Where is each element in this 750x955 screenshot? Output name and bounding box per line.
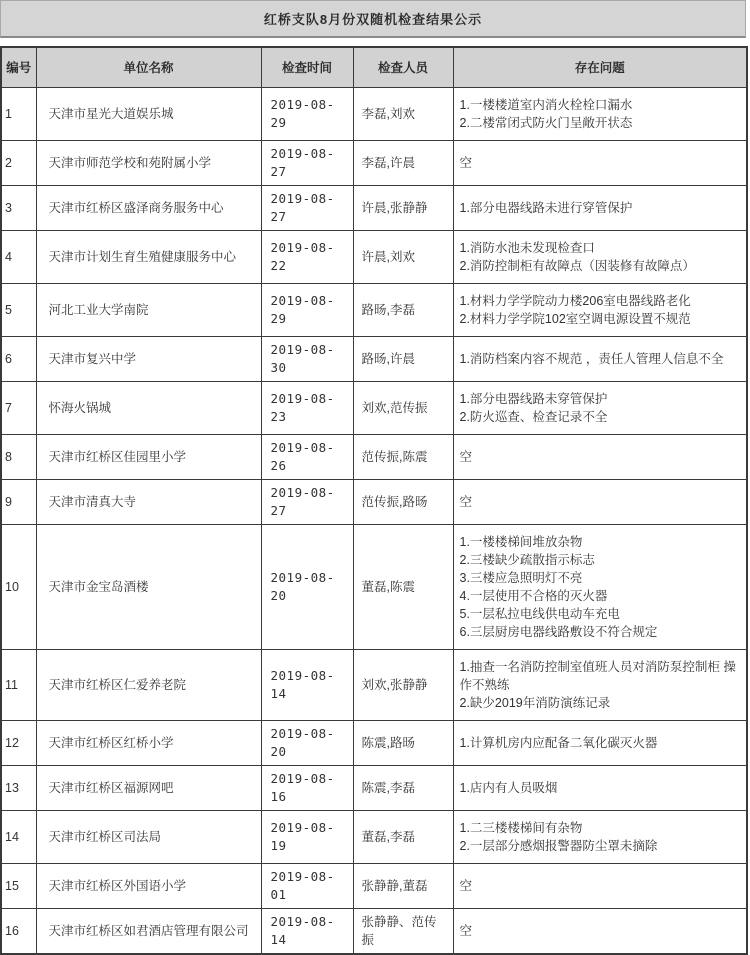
cell-number: 13 <box>1 765 36 810</box>
cell-inspection-date: 2019-08-16 <box>261 765 353 810</box>
cell-problems <box>453 524 747 649</box>
header-problems: 存在问题 <box>453 47 747 87</box>
problem-line: 2.三楼缺少疏散指示标志 <box>459 552 595 567</box>
problem-line: 2.缺少2019年消防演练记录 <box>459 695 611 710</box>
problem-line: 6.三层厨房电器线路敷设不符合规定 <box>459 624 658 639</box>
cell-number: 4 <box>1 230 36 283</box>
cell-inspection-date: 2019-08-23 <box>261 381 353 434</box>
cell-inspection-date: 2019-08-27 <box>261 140 353 185</box>
cell-unit-name: 天津市计划生育生殖健康服务中心 <box>36 230 261 283</box>
table-header-row <box>1 47 747 87</box>
cell-problems <box>453 649 747 720</box>
table-row <box>1 863 747 908</box>
page-title: 红桥支队8月份双随机检查结果公示 <box>263 12 483 27</box>
cell-number: 14 <box>1 810 36 863</box>
table-row <box>1 810 747 863</box>
cell-inspectors: 陈震,路旸 <box>353 720 453 765</box>
cell-inspectors: 范传振,路旸 <box>353 479 453 524</box>
cell-unit-name: 河北工业大学南院 <box>36 283 261 336</box>
cell-inspection-date: 2019-08-29 <box>261 87 353 140</box>
table-row <box>1 87 747 140</box>
table-row <box>1 185 747 230</box>
cell-unit-name: 怀海火锅城 <box>36 381 261 434</box>
problem-line: 1.二三楼楼梯间有杂物 <box>459 820 583 835</box>
cell-unit-name: 天津市红桥区福源网吧 <box>36 765 261 810</box>
cell-number: 15 <box>1 863 36 908</box>
cell-unit-name: 天津市清真大寺 <box>36 479 261 524</box>
cell-inspection-date: 2019-08-29 <box>261 283 353 336</box>
cell-problems <box>453 479 747 524</box>
problem-line: 1.抽查一名消防控制室值班人员对消防泵控制柜 操作不熟练 <box>459 659 736 692</box>
table-row <box>1 765 747 810</box>
cell-inspectors: 刘欢,张静静 <box>353 649 453 720</box>
cell-inspection-date: 2019-08-14 <box>261 649 353 720</box>
problem-line: 1.消防水池未发现检查口 <box>459 240 595 255</box>
cell-inspectors: 许晨,张静静 <box>353 185 453 230</box>
cell-unit-name: 天津市星光大道娱乐城 <box>36 87 261 140</box>
cell-inspectors: 刘欢,范传振 <box>353 381 453 434</box>
table-row <box>1 720 747 765</box>
problem-line: 1.一楼楼道室内消火栓栓口漏水 <box>459 97 633 112</box>
header-inspection-date: 检查时间 <box>261 47 353 87</box>
cell-inspection-date: 2019-08-27 <box>261 185 353 230</box>
cell-inspection-date: 2019-08-19 <box>261 810 353 863</box>
header-inspectors: 检查人员 <box>353 47 453 87</box>
cell-problems <box>453 765 747 810</box>
problem-line: 1.消防档案内容不规范 ，责任人管理人信息不全 <box>459 351 724 366</box>
cell-problems <box>453 720 747 765</box>
cell-number: 9 <box>1 479 36 524</box>
cell-problems <box>453 434 747 479</box>
cell-problems <box>453 283 747 336</box>
cell-unit-name: 天津市红桥区如君酒店管理有限公司 <box>36 908 261 954</box>
table-row <box>1 230 747 283</box>
cell-inspection-date: 2019-08-20 <box>261 524 353 649</box>
cell-problems <box>453 87 747 140</box>
table-row <box>1 381 747 434</box>
cell-inspection-date: 2019-08-26 <box>261 434 353 479</box>
cell-unit-name: 天津市师范学校和苑附属小学 <box>36 140 261 185</box>
cell-inspection-date: 2019-08-27 <box>261 479 353 524</box>
cell-inspectors: 张静静、范传振 <box>353 908 453 954</box>
cell-number: 3 <box>1 185 36 230</box>
problem-line: 空 <box>459 878 473 893</box>
cell-inspectors: 范传振,陈震 <box>353 434 453 479</box>
cell-number: 12 <box>1 720 36 765</box>
problem-line: 1.一楼楼梯间堆放杂物 <box>459 534 583 549</box>
table-row <box>1 434 747 479</box>
cell-inspectors: 许晨,刘欢 <box>353 230 453 283</box>
problem-line: 空 <box>459 155 473 170</box>
cell-inspection-date: 2019-08-30 <box>261 336 353 381</box>
cell-inspectors: 李磊,刘欢 <box>353 87 453 140</box>
cell-problems <box>453 336 747 381</box>
cell-problems <box>453 185 747 230</box>
cell-unit-name: 天津市金宝岛酒楼 <box>36 524 261 649</box>
problem-line: 1.部分电器线路未进行穿管保护 <box>459 200 633 215</box>
inspection-results-table <box>0 46 748 955</box>
cell-number: 8 <box>1 434 36 479</box>
cell-problems <box>453 810 747 863</box>
cell-inspection-date: 2019-08-14 <box>261 908 353 954</box>
table-row <box>1 649 747 720</box>
cell-number: 7 <box>1 381 36 434</box>
cell-unit-name: 天津市红桥区红桥小学 <box>36 720 261 765</box>
header-unit-name: 单位名称 <box>36 47 261 87</box>
problem-line: 1.部分电器线路未穿管保护 <box>459 391 608 406</box>
title-header-gap <box>0 38 750 46</box>
table-row <box>1 479 747 524</box>
cell-unit-name: 天津市红桥区司法局 <box>36 810 261 863</box>
cell-unit-name: 天津市复兴中学 <box>36 336 261 381</box>
problem-line: 4.一层使用不合格的灭火器 <box>459 588 608 603</box>
cell-number: 11 <box>1 649 36 720</box>
cell-unit-name: 天津市红桥区佳园里小学 <box>36 434 261 479</box>
problem-line: 1.材料力学学院动力楼206室电器线路老化 <box>459 293 691 308</box>
problem-line: 2.二楼常闭式防火门呈敞开状态 <box>459 115 633 130</box>
header-number: 编号 <box>1 47 36 87</box>
cell-problems <box>453 230 747 283</box>
table-row <box>1 908 747 954</box>
cell-number: 2 <box>1 140 36 185</box>
title-band <box>0 0 746 38</box>
cell-unit-name: 天津市红桥区仁爱养老院 <box>36 649 261 720</box>
cell-number: 16 <box>1 908 36 954</box>
cell-problems <box>453 381 747 434</box>
problem-line: 2.防火巡查、检查记录不全 <box>459 409 608 424</box>
problem-line: 2.材料力学学院102室空调电源设置不规范 <box>459 311 691 326</box>
cell-inspectors: 路旸,李磊 <box>353 283 453 336</box>
cell-inspection-date: 2019-08-01 <box>261 863 353 908</box>
problem-line: 空 <box>459 449 473 464</box>
problem-line: 2.消防控制柜有故障点（因装修有故障点） <box>459 258 695 273</box>
problem-line: 空 <box>459 494 473 509</box>
problem-line: 1.店内有人员吸烟 <box>459 780 558 795</box>
cell-unit-name: 天津市红桥区外国语小学 <box>36 863 261 908</box>
cell-inspection-date: 2019-08-22 <box>261 230 353 283</box>
table-row <box>1 524 747 649</box>
problem-line: 空 <box>459 923 473 938</box>
cell-inspectors: 董磊,陈震 <box>353 524 453 649</box>
problem-line: 5.一层私拉电线供电动车充电 <box>459 606 620 621</box>
problem-line: 3.三楼应急照明灯不亮 <box>459 570 583 585</box>
cell-number: 1 <box>1 87 36 140</box>
table-body <box>1 87 747 954</box>
cell-inspectors: 张静静,董磊 <box>353 863 453 908</box>
cell-inspectors: 董磊,李磊 <box>353 810 453 863</box>
cell-problems <box>453 863 747 908</box>
cell-inspectors: 李磊,许晨 <box>353 140 453 185</box>
cell-inspectors: 陈震,李磊 <box>353 765 453 810</box>
cell-inspectors: 路旸,许晨 <box>353 336 453 381</box>
table-row <box>1 336 747 381</box>
cell-inspection-date: 2019-08-20 <box>261 720 353 765</box>
cell-number: 6 <box>1 336 36 381</box>
table-row <box>1 140 747 185</box>
cell-number: 5 <box>1 283 36 336</box>
cell-number: 10 <box>1 524 36 649</box>
problem-line: 2.一层部分感烟报警器防尘罩未摘除 <box>459 838 658 853</box>
cell-unit-name: 天津市红桥区盛泽商务服务中心 <box>36 185 261 230</box>
cell-problems <box>453 140 747 185</box>
problem-line: 1.计算机房内应配备二氧化碳灭火器 <box>459 735 658 750</box>
cell-problems <box>453 908 747 954</box>
table-row <box>1 283 747 336</box>
